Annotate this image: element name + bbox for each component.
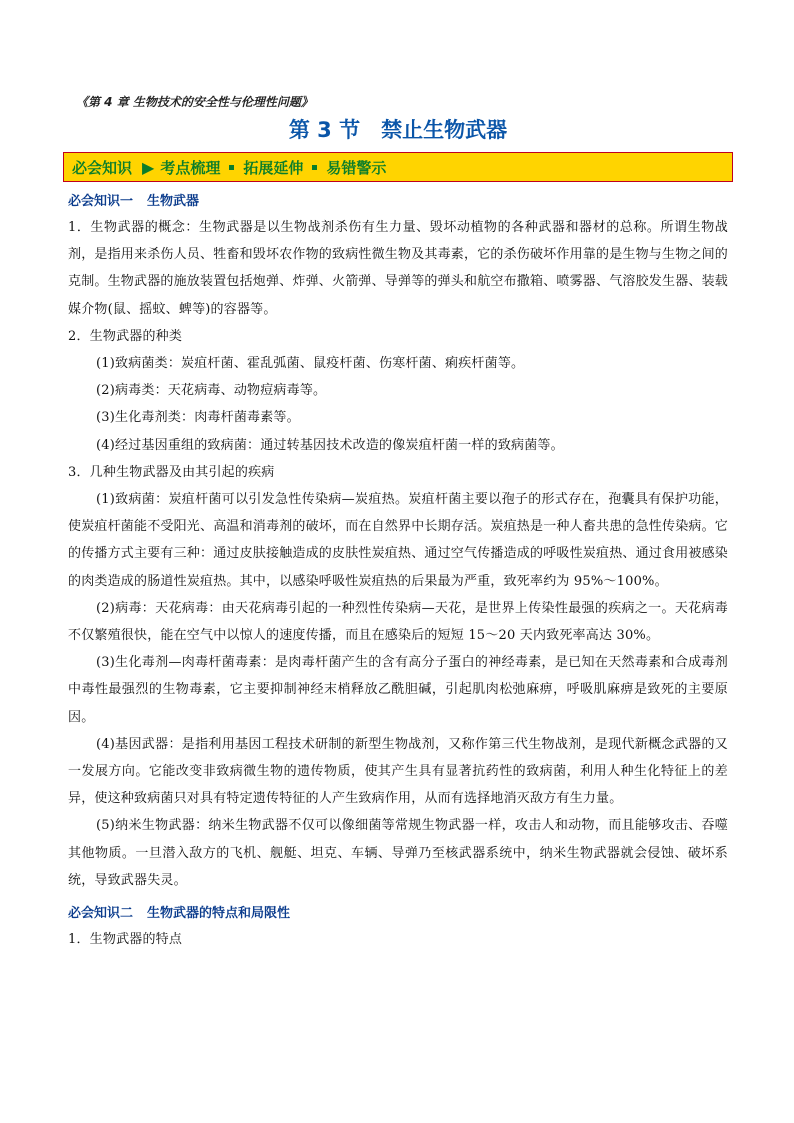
paragraph-features-heading: 1．生物武器的特点 <box>68 932 183 948</box>
paragraph-kinds-heading: 2．生物武器的种类 <box>68 328 183 344</box>
section-label: 必会知识二 <box>68 906 134 922</box>
list-item-kind: (2)病毒类：天花病毒、动物痘病毒等。 <box>96 383 327 399</box>
list-item-kind: (1)致病菌类：炭疽杆菌、霍乱弧菌、鼠疫杆菌、伤寒杆菌、痢疾杆菌等。 <box>96 356 525 372</box>
list-item-kind: (4)经过基因重组的致病菌：通过转基因技术改造的像炭疽杆菌一样的致病菌等。 <box>96 437 564 453</box>
banner-lead: 必会知识 <box>72 158 133 177</box>
paragraph-detail: (2)病毒：天花病毒：由天花病毒引起的一种烈性传染病—天花，是世界上传染性最强的疾病之一。天花病毒不仅繁殖很快，能在空气中以惊人的速度传播，而且在感染后的短短 15～20 天内致死率高达 30%。 <box>68 600 728 644</box>
paragraph-detail: (3)生化毒剂—肉毒杆菌毒素：是肉毒杆菌产生的含有高分子蛋白的神经毒素，是已知在天然毒素和合成毒剂中毒性最强烈的生物毒素，它主要抑制神经末梢释放乙酰胆碱，引起肌肉松弛麻痹，呼吸肌麻痹是致死的主要原因。 <box>68 655 728 725</box>
banner-item-warnings: 易错警示 <box>326 158 387 177</box>
section-heading-1 <box>68 190 728 214</box>
chapter-header: 《第 4 章 生物技术的安全性与伦理性问题》 <box>76 95 313 109</box>
paragraph-definition: 1．生物武器的概念：生物武器是以生物战剂杀伤有生力量、毁坏动植物的各种武器和器材的总称。所谓生物战剂，是指用来杀伤人员、牲畜和毁坏农作物的致病性微生物及其毒素，它的杀伤破坏作用靠的是生物与生物之间的克制。生物武器的施放装置包括炮弹、炸弹、火箭弹、导弹等的弹头和航空布撒箱、喷雾器、气溶胶发生器、装载媒介物(鼠、摇蚊、蜱等)的容器等。 <box>68 220 729 317</box>
paragraph-detail: (1)致病菌：炭疽杆菌可以引发急性传染病—炭疽热。炭疽杆菌主要以孢子的形式存在，孢囊具有保护功能，使炭疽杆菌能不受阳光、高温和消毒剂的破坏，而在自然界中长期存活。炭疽热是一种人畜共患的急性传染病。它的传播方式主要有三种：通过皮肤接触造成的皮肤性炭疽热、通过空气传播造成的呼吸性炭疽热、通过食用被感染的肉类造成的肠道性炭疽热。其中，以感染呼吸性炭疽热的后果最为严重，致死率约为 95%～100%。 <box>68 492 729 589</box>
section-label: 必会知识一 <box>68 194 134 209</box>
section-heading-2 <box>68 902 728 926</box>
document-page <box>68 92 728 953</box>
play-arrow-icon: ▶ <box>142 157 155 177</box>
list-item-kind: (3)生化毒剂类：肉毒杆菌毒素等。 <box>96 410 300 426</box>
section-title: 生物武器的特点和局限性 <box>147 906 291 922</box>
banner-item-extension: 拓展延伸 <box>243 158 304 177</box>
bullet-icon <box>312 165 317 170</box>
section-title: 生物武器 <box>147 194 200 209</box>
paragraph-detail: (5)纳米生物武器：纳米生物武器不仅可以像细菌等常规生物武器一样，攻击人和动物，而且能够攻击、吞噬其他物质。一旦潜入敌方的飞机、舰艇、坦克、车辆、导弹乃至核武器系统中，纳米生物武器就会侵蚀、破坏系统，导致武器失灵。 <box>68 818 728 888</box>
page-title: 第 3 节 禁止生物武器 <box>288 118 508 142</box>
knowledge-banner <box>63 152 733 182</box>
paragraph-detail: (4)基因武器：是指利用基因工程技术研制的新型生物战剂，又称作第三代生物战剂，是现代新概念武器的又一发展方向。它能改变非致病微生物的遗传物质，使其产生具有显著抗药性的致病菌，利用人种生化特征上的差异，使这种致病菌只对具有特定遗传特征的人产生致病作用，从而有选择地消灭敌方有生力量。 <box>68 736 728 807</box>
paragraph-diseases-heading: 3．几种生物武器及由其引起的疾病 <box>68 464 275 480</box>
banner-item-review: 考点梳理 <box>160 158 221 177</box>
bullet-icon <box>229 165 234 170</box>
